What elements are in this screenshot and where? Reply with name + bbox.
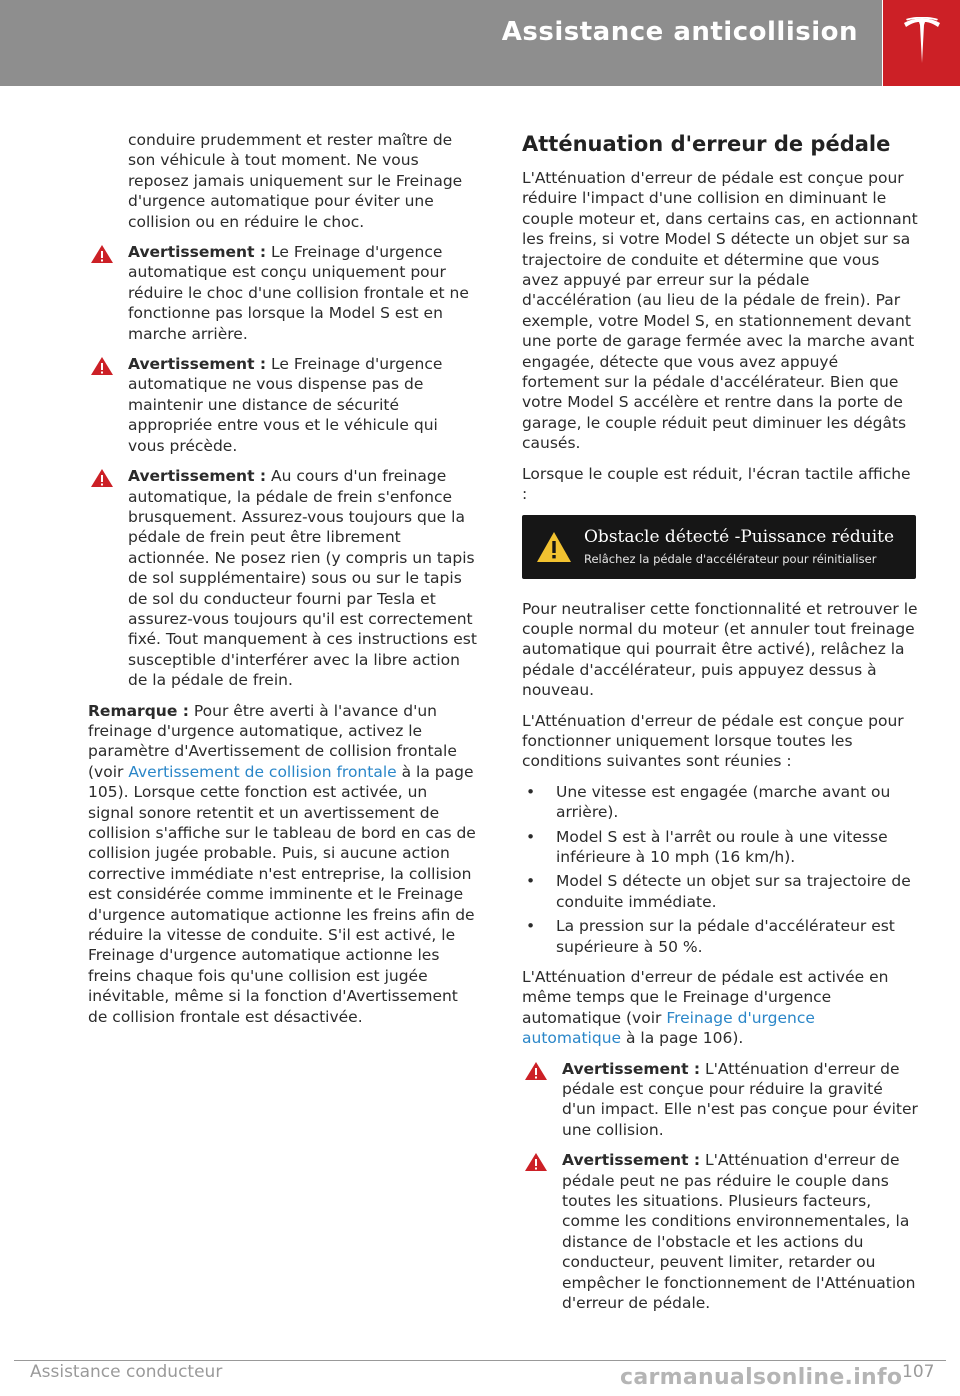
note-label: Remarque : bbox=[88, 701, 189, 720]
note-text-after: à la page 105). Lorsque cette fonction est activée, un signal sonore retentit et un avertissement de collision s'affiche sur le tableau de bord en cas de collision jugée probable. Puis, si aucune action corrective immédiate n'est entreprise, la collision est considérée comme imminente et le Freinage d'urgence automatique actionne les freins afin de réduire la vitesse de conduite. S'il est activé, le Freinage d'urgence automatique actionne les freins chaque fois qu'une collision est jugée inévitable, même si la fonction d'Avertissement de collision frontale est désactivée. bbox=[88, 762, 476, 1026]
right-column bbox=[522, 130, 918, 1324]
warning-text: Au cours d'un freinage automatique, la pédale de frein s'enfonce brusquement. Assurez-vous toujours que la pédale de frein peut être librement actionnée. Ne posez rien (y compris un tapis de sol supplémentaire) sous ou sur le tapis de sol du conducteur fourni par Tesla et assurez-vous toujours qu'il est correctement fixé. Tout manquement à ces instructions est susceptible d'interférer avec la libre action de la pédale de frein. bbox=[128, 467, 477, 690]
tesla-logo bbox=[883, 0, 960, 86]
list-item bbox=[522, 916, 918, 957]
warning-block bbox=[522, 1059, 918, 1141]
paragraph-display: Lorsque le couple est réduit, l'écran tactile affiche : bbox=[522, 464, 911, 504]
page-number: 107 bbox=[902, 1362, 935, 1382]
bullet: • bbox=[526, 782, 536, 801]
section-heading: Atténuation d'erreur de pédale bbox=[522, 132, 891, 156]
activation-text-after: à la page 106). bbox=[621, 1029, 744, 1048]
watermark: carmanualsonline.info bbox=[620, 1365, 903, 1390]
list-item bbox=[522, 827, 918, 868]
warning-block bbox=[88, 354, 478, 456]
warning-label: Avertissement : bbox=[128, 355, 267, 374]
bullet: • bbox=[526, 917, 536, 936]
link-freinage-urgence[interactable]: Freinage d'urgence automatique bbox=[522, 1008, 815, 1048]
paragraph-conditions: L'Atténuation d'erreur de pédale est conçue pour fonctionner uniquement lorsque toutes les conditions suivantes sont réunies : bbox=[522, 711, 904, 771]
activation-text-before: L'Atténuation d'erreur de pédale est activée en même temps que le Freinage d'urgence automatique (voir bbox=[522, 968, 889, 1027]
footer-section: Assistance conducteur bbox=[30, 1362, 223, 1382]
page-title: Assistance anticollision bbox=[501, 17, 858, 47]
list-item-text: Model S détecte un objet sur sa trajectoire de conduite immédiate. bbox=[556, 872, 911, 911]
warning-text: Le Freinage d'urgence automatique est conçu uniquement pour réduire le choc d'une collision frontale et ne fonctionne pas lorsque la Model S est en marche arrière. bbox=[128, 243, 469, 343]
warning-triangle-icon bbox=[90, 244, 114, 264]
alert-triangle-icon bbox=[536, 531, 572, 563]
tesla-t-logo-icon bbox=[902, 17, 942, 67]
banner-title: Obstacle détecté -Puissance réduite bbox=[584, 526, 895, 547]
list-item-text: La pression sur la pédale d'accélérateur est supérieure à 50 %. bbox=[556, 917, 895, 956]
list-item-text: Une vitesse est engagée (marche avant ou arrière). bbox=[556, 782, 891, 822]
left-column bbox=[88, 130, 478, 1037]
warning-block bbox=[88, 242, 478, 344]
list-item bbox=[522, 871, 918, 912]
bullet: • bbox=[526, 827, 536, 846]
conditions-list bbox=[522, 782, 918, 957]
warning-text: L'Atténuation d'erreur de pédale peut ne pas réduire le couple dans toutes les situations. Plusieurs facteurs, comme les conditions environnementales, la distance de l'obstacle et les actions du conducteur, peuvent limiter, retarder ou empêcher le fonctionnement de l'Atténuation d'erreur de pédale. bbox=[562, 1151, 916, 1313]
warning-block bbox=[88, 466, 478, 690]
warning-label: Avertissement : bbox=[562, 1151, 701, 1170]
paragraph-neutralize: Pour neutraliser cette fonctionnalité et retrouver le couple normal du moteur (et annuler tout freinage automatique qui pourrait être activé), relâchez la pédale d'accélérateur, puis appuyez dessus à nouveau. bbox=[522, 599, 918, 700]
link-avertissement-collision[interactable]: Avertissement de collision frontale bbox=[128, 762, 397, 781]
warning-triangle-icon bbox=[90, 468, 114, 488]
warning-label: Avertissement : bbox=[128, 467, 267, 486]
paragraph-activation bbox=[522, 967, 918, 1049]
continuation-paragraph: conduire prudemment et rester maître de son véhicule à tout moment. Ne vous reposez jamais uniquement sur le Freinage d'urgence automatique pour éviter une collision ou en réduire le choc. bbox=[128, 131, 463, 231]
warning-text: Le Freinage d'urgence automatique ne vous dispense pas de maintenir une distance de sécurité appropriée entre vous et le véhicule qui vous précède. bbox=[128, 355, 443, 455]
warning-triangle-icon bbox=[524, 1061, 548, 1081]
bullet: • bbox=[526, 872, 536, 891]
warning-triangle-icon bbox=[90, 356, 114, 376]
list-item-text: Model S est à l'arrêt ou roule à une vitesse inférieure à 10 mph (16 km/h). bbox=[556, 827, 888, 866]
warning-block bbox=[522, 1150, 918, 1313]
touchscreen-alert-banner bbox=[522, 515, 916, 579]
note-text-before: Pour être averti à l'avance d'un freinage d'urgence automatique, activez le paramètre d'Avertissement de collision frontale (voir bbox=[88, 701, 457, 781]
footer-divider bbox=[14, 1360, 946, 1361]
warning-text: L'Atténuation d'erreur de pédale est conçue pour réduire la gravité d'un impact. Elle n'est pas conçue pour éviter une collision. bbox=[562, 1059, 918, 1139]
warning-label: Avertissement : bbox=[128, 243, 267, 262]
banner-subtitle: Relâchez la pédale d'accélérateur pour réinitialiser bbox=[584, 551, 877, 566]
list-item bbox=[522, 782, 918, 823]
paragraph-intro: L'Atténuation d'erreur de pédale est conçue pour réduire l'impact d'une collision en diminuant le couple moteur et, dans certains cas, en actionnant les freins, si votre Model S détecte un objet sur sa trajectoire de conduite et détermine que vous avez appuyé par erreur sur la pédale d'accélération (au lieu de la pédale de frein). Par exemple, votre Model S, en stationnement devant une porte de garage fermée avec la marche avant engagée, détecte que vous avez appuyé fortement sur la pédale d'accélérateur. Bien que votre Model S accélère et rentre dans la porte de garage, le couple réduit peut diminuer les dégâts causés. bbox=[522, 169, 918, 453]
warning-label: Avertissement : bbox=[562, 1059, 701, 1078]
note-paragraph bbox=[88, 701, 478, 1028]
warning-triangle-icon bbox=[524, 1152, 548, 1172]
